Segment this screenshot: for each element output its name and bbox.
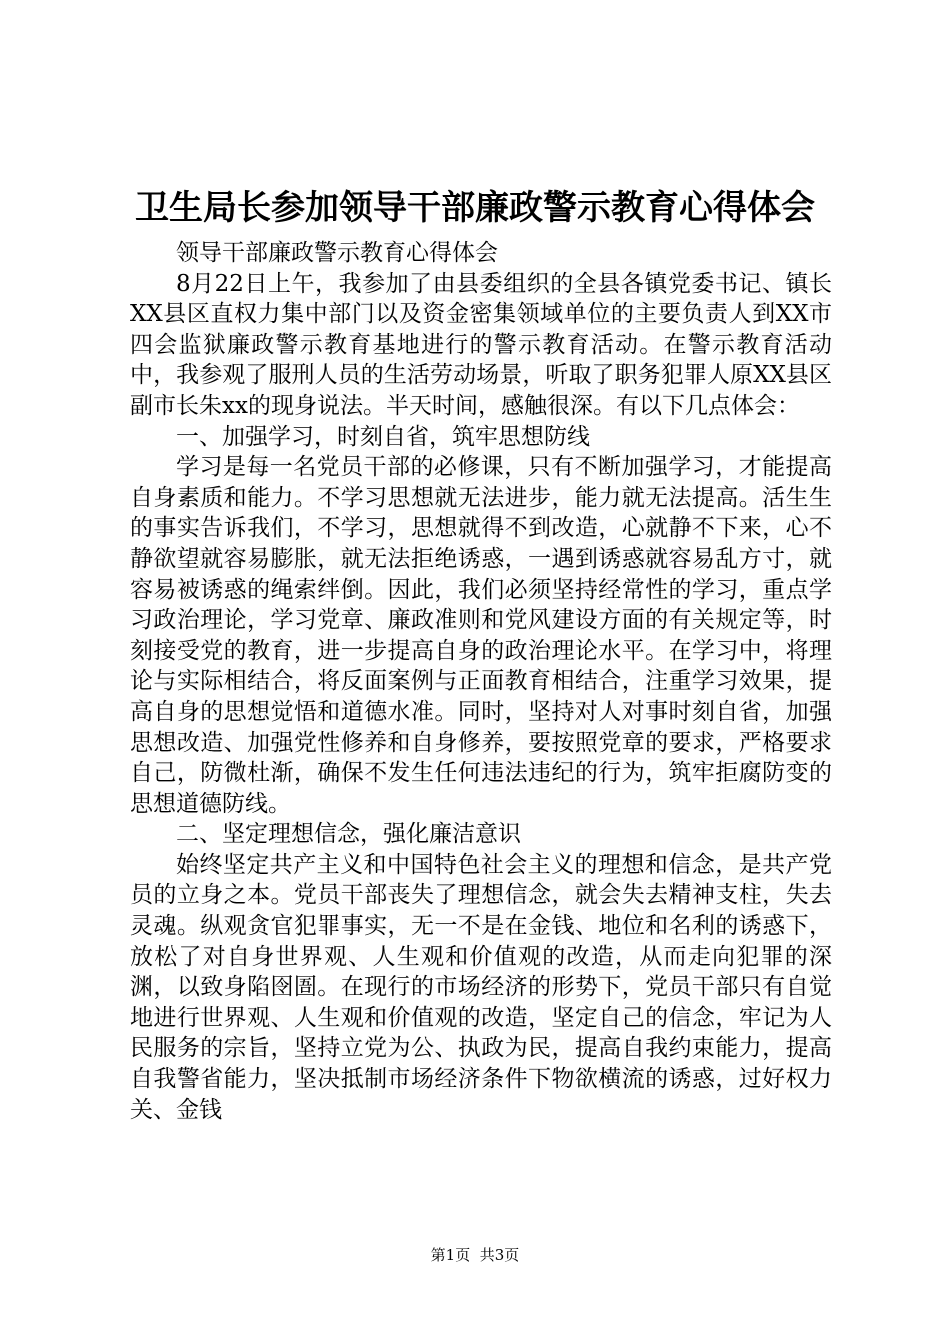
body-paragraph-section-1: 学习是每一名党员干部的必修课，只有不断加强学习，才能提高自身素质和能力。不学习思想就无法进步，能力就无法提高。活生生的事实告诉我们，不学习，思想就得不到改造，心就静不下来，心不静欲望就容易膨胀，就无法拒绝诱惑，一遇到诱惑就容易乱方寸，就容易被诱惑的绳索绊倒。因此，我们必须坚持经常性的学习，重点学习政治理论，学习党章、廉政准则和党风建设方面的有关规定等，时刻接受党的教育，进一步提高自身的政治理论水平。在学习中，将理论与实际相结合，将反面案例与正面教育相结合，注重学习效果，提高自身的思想觉悟和道德水准。同时，坚持对人对事时刻自省，加强思想改造、加强党性修养和自身修养，要按照党章的要求，严格要求自己，防微杜渐，确保不发生任何违法违纪的行为，筑牢拒腐防变的思想道德防线。 [130, 454, 832, 817]
section-heading-2: 二、坚定理想信念，强化廉洁意识 [176, 821, 521, 848]
document-body [130, 238, 832, 1125]
body-paragraph-intro: 8月22日上午，我参加了由县委组织的全县各镇党委书记、镇长XX县区直权力集中部门以及资金密集领域单位的主要负责人到XX市四会监狱廉政警示教育基地进行的警示教育活动。在警示教育活动中，我参观了服刑人员的生活劳动场景，听取了职务犯罪人原XX县区副市长朱xx的现身说法。半天时间，感触很深。有以下几点体会： [130, 270, 832, 419]
body-paragraph-section-2: 始终坚定共产主义和中国特色社会主义的理想和信念，是共产党员的立身之本。党员干部丧失了理想信念，就会失去精神支柱，失去灵魂。纵观贪官犯罪事实，无一不是在金钱、地位和名利的诱惑下，放松了对自身世界观、人生观和价值观的改造，从而走向犯罪的深渊，以致身陷囹圄。在现行的市场经济的形势下，党员干部只有自觉地进行世界观、人生观和价值观的改造，坚定自己的信念，牢记为人民服务的宗旨，坚持立党为公、执政为民，提高自我约束能力，提高自我警省能力，坚决抵制市场经济条件下物欲横流的诱惑，过好权力关、金钱 [130, 851, 832, 1123]
page-total: 共3页 [479, 1246, 520, 1264]
section-heading-1: 一、加强学习，时刻自省，筑牢思想防线 [176, 423, 590, 450]
document-title: 卫生局长参加领导干部廉政警示教育心得体会 [135, 188, 815, 228]
page-number: 第1页 [430, 1246, 471, 1264]
body-paragraph-subtitle: 领导干部廉政警示教育心得体会 [176, 240, 498, 266]
page-footer [0, 1245, 950, 1265]
